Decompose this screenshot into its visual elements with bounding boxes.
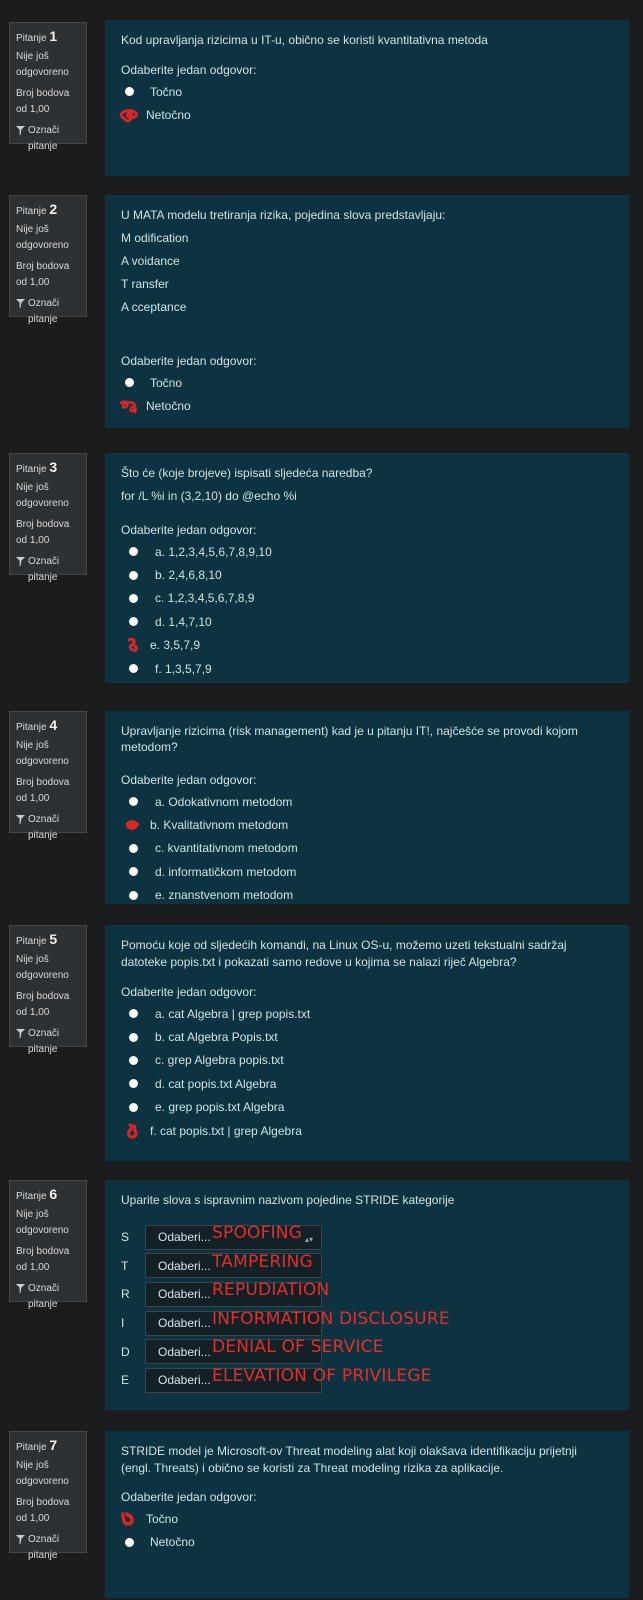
question-state: Nije još odgovoreno xyxy=(16,51,69,78)
answer-option[interactable]: Netočno xyxy=(121,394,613,417)
answer-option[interactable]: e. 3,5,7,9 xyxy=(121,634,613,657)
match-select[interactable]: Odaberi... xyxy=(145,1282,322,1307)
handwritten-note: DENIAL OF SERVICE xyxy=(212,1337,384,1358)
flag-question-button[interactable]: Označi pitanje xyxy=(16,1026,80,1058)
answer-option[interactable]: b. 2,4,6,8,10 xyxy=(121,563,613,586)
flag-question-button[interactable]: Označi pitanje xyxy=(16,1532,80,1564)
handwritten-note: TAMPERING xyxy=(212,1251,313,1272)
question-info-6 xyxy=(9,1180,87,1310)
radio-button[interactable] xyxy=(129,891,138,900)
question-marks: Broj bodova od 1,00 xyxy=(16,519,70,546)
question-content-7 xyxy=(105,1431,629,1598)
question-text: Uparite slova s ispravnim nazivom pojedine STRIDE kategorije xyxy=(121,1193,455,1207)
flag-icon xyxy=(16,1029,25,1038)
question-text: Upravljanje rizicima (risk management) kad je u pitanju IT!, najčešće se provodi kojom metodom? xyxy=(121,724,578,754)
question-content-1 xyxy=(105,20,629,176)
question-number: Pitanje 5 xyxy=(16,931,58,947)
match-row-s xyxy=(121,1223,613,1252)
red-scribble-icon xyxy=(119,107,139,123)
flag-question-button[interactable]: Označi pitanje xyxy=(16,1281,80,1313)
question-number: Pitanje 6 xyxy=(16,1186,58,1202)
question-number: Pitanje 4 xyxy=(16,717,58,733)
radio-button[interactable] xyxy=(129,664,138,673)
question-marks: Broj bodova od 1,00 xyxy=(16,1246,70,1273)
match-letter: I xyxy=(121,1316,125,1331)
red-scribble-icon xyxy=(119,398,139,414)
question-marks: Broj bodova od 1,00 xyxy=(16,261,70,288)
question-state: Nije još odgovoreno xyxy=(16,1460,69,1487)
question-info-3 xyxy=(9,453,87,583)
answer-prompt: Odaberite jedan odgovor: xyxy=(121,985,257,999)
radio-button[interactable] xyxy=(125,1538,134,1547)
answer-option[interactable]: Netočno xyxy=(121,1530,613,1553)
answer-option[interactable]: Točno xyxy=(121,80,613,103)
red-scribble-icon xyxy=(123,1123,143,1139)
radio-button[interactable] xyxy=(125,87,134,96)
answer-option[interactable]: b. Kvalitativnom metodom xyxy=(121,813,613,836)
flag-question-button[interactable]: Označi pitanje xyxy=(16,123,80,155)
question-number: Pitanje 7 xyxy=(16,1437,58,1453)
answer-prompt: Odaberite jedan odgovor: xyxy=(121,523,257,537)
answer-prompt: Odaberite jedan odgovor: xyxy=(121,773,257,787)
radio-button[interactable] xyxy=(125,378,134,387)
answer-option[interactable]: e. znanstvenom metodom xyxy=(121,884,613,907)
answer-prompt: Odaberite jedan odgovor: xyxy=(121,63,257,77)
red-scribble-icon xyxy=(119,1511,139,1527)
question-text: Što će (koje brojeve) ispisati sljedeća naredba? for /L %i in (3,2,10) do @echo %i xyxy=(121,466,373,503)
answer-option[interactable]: d. 1,4,7,10 xyxy=(121,610,613,633)
question-marks: Broj bodova od 1,00 xyxy=(16,1497,70,1524)
question-state: Nije još odgovoreno xyxy=(16,740,69,767)
match-letter: R xyxy=(121,1287,130,1302)
answer-prompt: Odaberite jedan odgovor: xyxy=(121,1490,257,1504)
question-content-3 xyxy=(105,453,629,683)
radio-button[interactable] xyxy=(129,1033,138,1042)
handwritten-note: ELEVATION OF PRIVILEGE xyxy=(212,1365,432,1386)
question-marks: Broj bodova od 1,00 xyxy=(16,88,70,115)
match-select[interactable]: Odaberi... xyxy=(145,1368,322,1393)
radio-button[interactable] xyxy=(129,1056,138,1065)
question-marks: Broj bodova od 1,00 xyxy=(16,991,70,1018)
radio-button[interactable] xyxy=(129,1009,138,1018)
radio-button[interactable] xyxy=(129,617,138,626)
match-row-e xyxy=(121,1366,613,1395)
question-info-7 xyxy=(9,1431,87,1561)
answer-option[interactable]: a. 1,2,3,4,5,6,7,8,9,10 xyxy=(121,540,613,563)
question-text: Pomoću koje od sljedećih komandi, na Linux OS-u, možemo uzeti tekstualni sadržaj datoteke popis.txt i pokazati samo redove u kojima se nalazi riječ Algebra? xyxy=(121,938,567,969)
radio-button[interactable] xyxy=(129,547,138,556)
flag-icon xyxy=(16,126,25,135)
answer-option[interactable]: f. 1,3,5,7,9 xyxy=(121,657,613,680)
flag-question-button[interactable]: Označi pitanje xyxy=(16,554,80,586)
flag-icon xyxy=(16,1284,25,1293)
radio-button[interactable] xyxy=(129,571,138,580)
question-info-2 xyxy=(9,195,87,325)
answer-option[interactable]: f. cat popis.txt | grep Algebra xyxy=(121,1119,613,1142)
radio-button[interactable] xyxy=(129,1079,138,1088)
question-text: Kod upravljanja rizicima u IT-u, obično se koristi kvantitativna metoda xyxy=(121,33,488,47)
answer-option[interactable]: c. kvantitativnom metodom xyxy=(121,837,613,860)
radio-button[interactable] xyxy=(129,594,138,603)
flag-question-button[interactable]: Označi pitanje xyxy=(16,812,80,844)
answer-option[interactable]: Točno xyxy=(121,1507,613,1530)
question-text: U MATA modelu tretiranja rizika, pojedina slova predstavljaju: M odification A voidance T ransfer A cceptance xyxy=(121,208,446,314)
match-letter: E xyxy=(121,1373,130,1388)
caret-updown-icon: ▴▾ xyxy=(304,1234,313,1244)
answer-option[interactable]: c. 1,2,3,4,5,6,7,8,9 xyxy=(121,587,613,610)
answer-option[interactable]: a. cat Algebra | grep popis.txt xyxy=(121,1002,613,1025)
match-row-t xyxy=(121,1252,613,1281)
question-number: Pitanje 2 xyxy=(16,201,58,217)
question-number: Pitanje 1 xyxy=(16,28,58,44)
answer-prompt: Odaberite jedan odgovor: xyxy=(121,354,257,368)
handwritten-note: INFORMATION DISCLOSURE xyxy=(212,1308,450,1329)
answer-option[interactable]: d. informatičkom metodom xyxy=(121,860,613,883)
answer-option[interactable]: a. Odokativnom metodom xyxy=(121,790,613,813)
match-row-r xyxy=(121,1280,613,1309)
radio-button[interactable] xyxy=(129,797,138,806)
match-select[interactable]: Odaberi... xyxy=(145,1253,322,1278)
question-content-4 xyxy=(105,711,629,904)
question-info-4 xyxy=(9,711,87,841)
question-content-2 xyxy=(105,195,629,428)
radio-button[interactable] xyxy=(129,867,138,876)
match-letter: S xyxy=(121,1230,130,1245)
flag-icon xyxy=(16,299,25,308)
flag-icon xyxy=(16,815,25,824)
question-state: Nije još odgovoreno xyxy=(16,1209,69,1236)
question-info-5 xyxy=(9,925,87,1055)
flag-icon xyxy=(16,557,25,566)
question-content-5 xyxy=(105,925,629,1161)
handwritten-note: REPUDIATION xyxy=(212,1280,330,1301)
question-text: STRIDE model je Microsoft-ov Threat modeling alat koji olakšava identifikaciju prijetnji (engl. Threats) i obično se koristi za Threat modeling rizika za aplikacije. xyxy=(121,1444,577,1475)
question-content-6 xyxy=(105,1180,629,1410)
answer-option[interactable]: b. cat Algebra Popis.txt xyxy=(121,1025,613,1048)
match-select[interactable]: Odaberi... xyxy=(145,1311,322,1336)
red-scribble-icon xyxy=(123,817,143,833)
match-row-i xyxy=(121,1309,613,1338)
question-state: Nije još odgovoreno xyxy=(16,954,69,981)
question-number: Pitanje 3 xyxy=(16,459,58,475)
match-select[interactable]: Odaberi... xyxy=(145,1339,322,1364)
match-row-d xyxy=(121,1337,613,1366)
answer-option[interactable]: Netočno xyxy=(121,103,613,126)
question-marks: Broj bodova od 1,00 xyxy=(16,777,70,804)
question-info-1 xyxy=(9,22,87,152)
radio-button[interactable] xyxy=(129,844,138,853)
match-select[interactable]: Odaberi... ▴▾ xyxy=(145,1225,322,1250)
answer-option[interactable]: e. grep popis.txt Algebra xyxy=(121,1096,613,1119)
handwritten-note: SPOOFING xyxy=(212,1223,303,1243)
flag-question-button[interactable]: Označi pitanje xyxy=(16,296,80,328)
answer-option[interactable]: c. grep Algebra popis.txt xyxy=(121,1049,613,1072)
red-scribble-icon xyxy=(123,637,143,653)
answer-option[interactable]: d. cat popis.txt Algebra xyxy=(121,1072,613,1095)
match-letter: T xyxy=(121,1258,129,1273)
question-state: Nije još odgovoreno xyxy=(16,224,69,251)
match-letter: D xyxy=(121,1344,130,1359)
question-state: Nije još odgovoreno xyxy=(16,482,69,509)
flag-icon xyxy=(16,1535,25,1544)
answer-option[interactable]: Točno xyxy=(121,371,613,394)
radio-button[interactable] xyxy=(129,1103,138,1112)
